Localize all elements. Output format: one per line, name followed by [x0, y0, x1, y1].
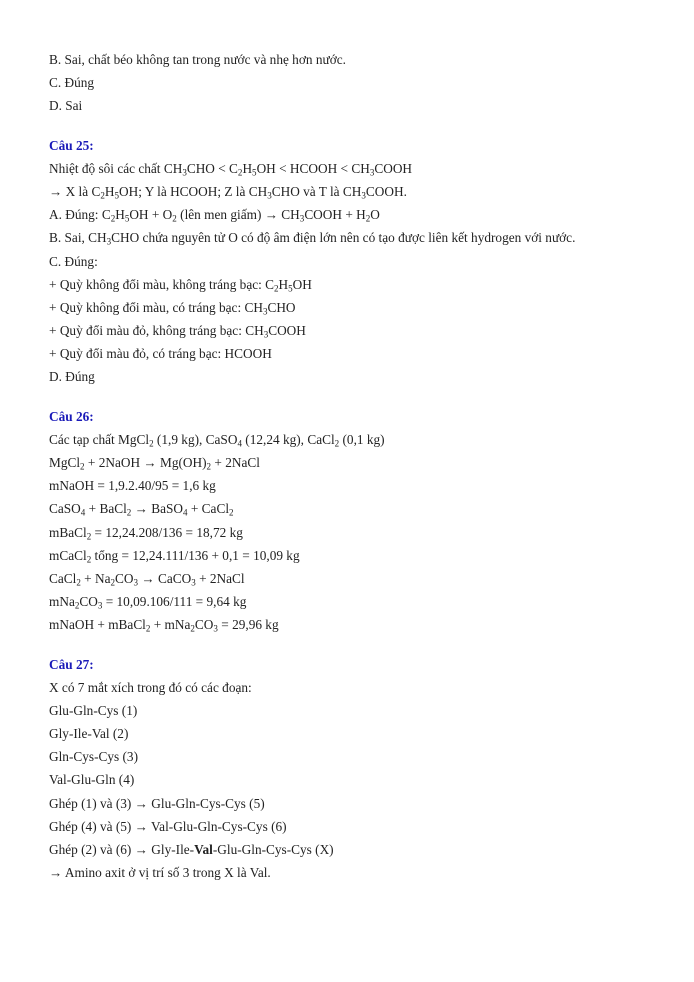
paragraph-spacer	[49, 389, 669, 405]
text-line: Gln-Cys-Cys (3)	[49, 749, 139, 765]
text-line: + Quỳ không đổi màu, có tráng bạc: $CH_3CHO$	[49, 299, 296, 317]
paragraph-spacer	[49, 637, 669, 653]
text-line: Ghép (4) và (5) → Val-Glu-Gln-Cys-Cys (6)	[49, 818, 287, 834]
text-line: + Quỳ không đổi màu, không tráng bạc: $C_2H_5OH$	[49, 276, 312, 294]
text-line: → Amino axit ở vị trí số 3 trong X là Val.	[49, 865, 271, 881]
document-body	[49, 48, 669, 884]
text-line: CaSO$_4$ + BaCl$_2$ → BaSO$_4$ + CaCl$_2$	[49, 501, 234, 518]
text-line: C. Đúng:	[49, 253, 98, 269]
text-line: mBaCl$_2$ = 12,24.208/136 = 18,72 kg	[49, 524, 243, 542]
text-line: B. Sai, $CH_3CHO$ chứa nguyên tử O có độ âm điện lớn nên có tạo được liên kết hydrogen với nước.	[49, 230, 576, 247]
text-line: A. Đúng: $C_2H_5OH + O_2$ (lên men giấm) → $CH_3COOH + H_2O$	[49, 207, 380, 224]
text-line: B. Sai, chất béo không tan trong nước và nhẹ hơn nước.	[49, 52, 346, 67]
text-line: + Quỳ đổi màu đỏ, có tráng bạc: HCOOH	[49, 346, 272, 362]
text-line: C. Đúng	[49, 75, 95, 91]
text-line: Val-Glu-Gln (4)	[49, 772, 135, 788]
text-line: Ghép (1) và (3) → Glu-Gln-Cys-Cys (5)	[49, 795, 265, 811]
text-line: Glu-Gln-Cys (1)	[49, 702, 138, 718]
text-line: → X là $C_2H_5OH$; Y là HCOOH; Z là $CH_3CHO$ và T là $CH_3COOH$.	[49, 183, 407, 201]
text-line: D. Đúng	[49, 369, 95, 385]
text-line: MgCl$_2$ + 2NaOH → $Mg(OH)_2$ + 2NaCl	[49, 455, 260, 472]
text-line: $mNa_2CO_3 = 10,09.106/111 = 9,64$ kg	[49, 594, 247, 611]
text-line: mNaOH + mBaCl$_2$ + $mNa_2CO_3 = 29,96$ kg	[49, 617, 279, 634]
text-line: Gly-Ile-Val (2)	[49, 726, 129, 742]
question-heading: Câu 26:	[49, 408, 94, 424]
text-line: D. Sai	[49, 98, 83, 114]
text-line: Các tạp chất MgCl$_2$ (1,9 kg), CaSO$_4$ (12,24 kg), CaCl$_2$ (0,1 kg)	[49, 431, 385, 449]
question-heading: Câu 27:	[49, 656, 94, 672]
text-line: Ghép (2) và (6) → Gly-Ile-Val-Glu-Gln-Cys-Cys (X)	[49, 842, 334, 857]
text-line: mNaOH = 1,9.2.40/95 = 1,6 kg	[49, 478, 216, 494]
text-line: CaCl$_2$ + $Na_2CO_3$ → CaCO$_3$ + 2NaCl	[49, 570, 245, 588]
text-line: + Quỳ đổi màu đỏ, không tráng bạc: $CH_3COOH$	[49, 323, 306, 340]
text-line: X có 7 mắt xích trong đó có các đoạn:	[49, 679, 252, 695]
text-line: Nhiệt độ sôi các chất $CH_3CHO < C_2H_5OH$ < HCOOH < $CH_3COOH$	[49, 160, 413, 178]
paragraph-spacer	[49, 118, 669, 134]
question-heading: Câu 25:	[49, 137, 94, 153]
text-line: mCaCl$_2$ tổng = 12,24.111/136 + 0,1 = 10,09 kg	[49, 547, 300, 565]
